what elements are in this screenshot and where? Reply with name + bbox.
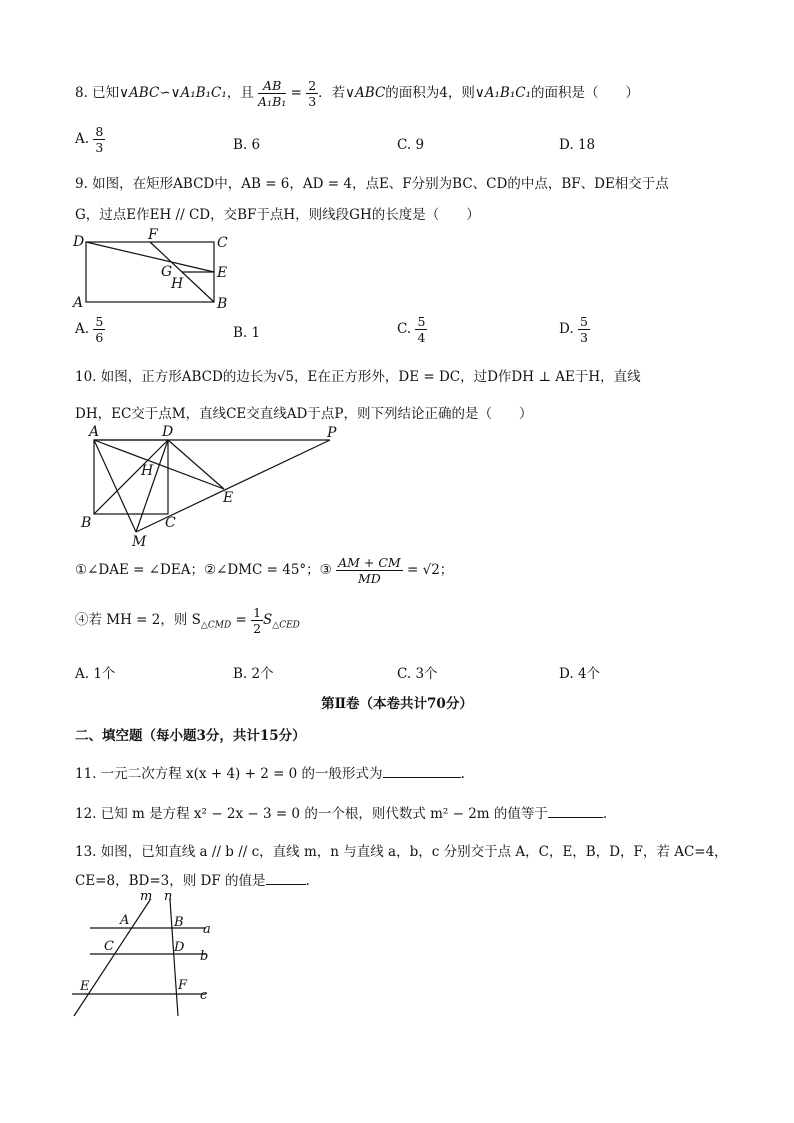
- option-text: 1个: [93, 666, 116, 682]
- q10-line2: DH，EC交于点M，直线CE交直线AD于点P，则下列结论正确的是（ ）: [75, 406, 533, 422]
- option-label: A.: [75, 131, 90, 147]
- conclusion-text: =: [231, 612, 252, 628]
- q11-answer-blank[interactable]: [383, 777, 461, 778]
- q10-square-figure: [78, 424, 343, 549]
- conclusion-text: ①∠DAE = ∠DEA；②∠DMC = 45°；③: [75, 562, 332, 578]
- label-g: G: [161, 264, 173, 280]
- diagonal-db: [94, 440, 168, 514]
- q10-option-d: [559, 662, 600, 682]
- option-fraction: [415, 314, 427, 345]
- q8-value-den: 3: [308, 94, 317, 109]
- frac-num: 5: [417, 314, 426, 329]
- q8-similar-triangles: ∨ABC∽∨A₁B₁C₁: [119, 85, 227, 101]
- q8-triangle-abc: ∨ABC: [345, 85, 386, 101]
- label-e: E: [217, 265, 228, 281]
- q8-triangle-a1b1c1: ∨A₁B₁C₁: [474, 85, 531, 101]
- label-c-line: c: [200, 988, 208, 1003]
- q8-text: ，且: [226, 85, 254, 101]
- section2-title: 二、填空题（每小题3分，共计15分）: [75, 728, 306, 744]
- q12: [75, 802, 607, 822]
- q10-c4-fraction: [251, 605, 263, 636]
- frac-num: 5: [579, 314, 588, 329]
- frac-num: AM + CM: [338, 555, 401, 570]
- q10-option-b: [233, 662, 274, 682]
- q9-rectangle-figure: [70, 228, 240, 313]
- label-c-point: C: [104, 939, 114, 954]
- label-n: n: [164, 889, 173, 904]
- q11-text: 11. 一元二次方程 x(x + 4) + 2 = 0 的一般形式为: [75, 766, 383, 782]
- segment-de: [86, 242, 214, 272]
- segment-de: [168, 440, 224, 489]
- frac-den: 3: [579, 330, 588, 345]
- line-dm: [136, 440, 168, 532]
- q8-prefix: 8. 已知: [75, 85, 120, 101]
- option-fraction: [578, 314, 590, 345]
- frac-num: 8: [95, 124, 104, 139]
- label-b-point: B: [174, 915, 184, 930]
- q8-option-d: [559, 137, 595, 153]
- frac-den: 6: [95, 330, 104, 345]
- label-f: F: [148, 228, 158, 243]
- q8-text: 的面积为4，则: [385, 85, 475, 101]
- option-label: B.: [233, 325, 248, 341]
- q8-stem: [75, 78, 639, 109]
- option-label: B.: [233, 137, 248, 153]
- q11: [75, 762, 465, 782]
- label-a-point: A: [120, 913, 130, 928]
- q12-answer-blank[interactable]: [548, 817, 603, 818]
- label-c: C: [165, 515, 176, 531]
- label-b-line: b: [200, 949, 209, 964]
- q13-answer-blank[interactable]: [266, 884, 306, 885]
- q9-line1: 9. 如图，在矩形ABCD中，AB = 6，AD = 4，点E、F分别为BC、CD的中点，BF、DE相交于点: [75, 176, 669, 192]
- q8-ratio-fraction: [258, 78, 286, 109]
- label-a: A: [73, 295, 84, 311]
- q11-end: .: [460, 766, 465, 782]
- frac-den: 3: [95, 140, 104, 155]
- q10-line1: 10. 如图，正方形ABCD的边长为√5，E在正方形外，DE = DC，过D作DH ⊥ AE于H，直线: [75, 369, 641, 385]
- q12-end: .: [602, 806, 608, 822]
- q8-value-fraction: [306, 78, 318, 109]
- q8-option-c: [397, 137, 424, 153]
- q8-option-a-fraction: [93, 124, 105, 155]
- label-d: D: [73, 234, 85, 250]
- label-e-point: E: [80, 979, 90, 994]
- q13-line1: 13. 如图，已知直线 a // b // c，直线 m，n 与直线 a，b，c 分别交于点 A，C，E，B，D，F，若 AC=4，: [75, 844, 728, 860]
- part2-title: 第Ⅱ卷（本卷共计70分）: [321, 696, 473, 712]
- label-d: D: [162, 424, 174, 440]
- option-label: D.: [559, 321, 574, 337]
- q10-option-c: [397, 662, 438, 682]
- label-b: B: [217, 296, 228, 312]
- conclusion-text: S: [263, 612, 273, 628]
- option-text: 4个: [577, 666, 601, 682]
- label-b: B: [81, 515, 92, 531]
- label-m: m: [140, 889, 153, 904]
- q8-ratio-den: A₁B₁: [258, 94, 287, 109]
- option-label: C.: [397, 666, 412, 682]
- option-text: 3个: [415, 666, 438, 682]
- q13-line2: [75, 869, 310, 889]
- label-h: H: [171, 276, 184, 292]
- label-c: C: [217, 235, 228, 251]
- label-a: A: [89, 424, 100, 440]
- q13-end: .: [305, 873, 310, 889]
- option-label: B.: [233, 666, 248, 682]
- option-fraction: [93, 314, 105, 345]
- option-label: A.: [75, 321, 90, 337]
- option-label: C.: [397, 137, 412, 153]
- option-text: 18: [577, 137, 596, 153]
- option-label: D.: [559, 666, 574, 682]
- label-m: M: [132, 534, 147, 549]
- q8-text: 的面积是（ ）: [531, 85, 639, 101]
- q9-line2: G，过点E作EH // CD，交BF于点H，则线段GH的长度是（ ）: [75, 207, 480, 223]
- option-label: A.: [75, 666, 90, 682]
- line-m: [74, 900, 150, 1016]
- subscript: △CED: [272, 620, 300, 631]
- conclusion-text: ④若 MH = 2，则 S: [75, 612, 201, 628]
- q13-text: CE=8，BD=3，则 DF 的值是: [75, 873, 266, 889]
- frac-den: 2: [253, 621, 262, 636]
- q8-text: ．若: [318, 85, 346, 101]
- q10-c3-fraction: [336, 555, 403, 586]
- q12-text: 12. 已知 m 是方程 x² − 2x − 3 = 0 的一个根，则代数式 m² − 2m 的值等于: [75, 806, 548, 822]
- option-text: 6: [251, 137, 261, 153]
- label-p: P: [327, 425, 337, 441]
- q10-option-a: [75, 662, 115, 682]
- q10-conclusion-4: [75, 605, 300, 636]
- q9-option-c: [397, 314, 427, 345]
- q9-option-d: [559, 314, 590, 345]
- subscript: △CMD: [200, 620, 232, 631]
- conclusion-text: = √2；: [407, 562, 454, 578]
- label-h: H: [141, 463, 154, 479]
- q13-parallel-lines-figure: [66, 888, 226, 1020]
- option-text: 9: [415, 137, 425, 153]
- label-f-point: F: [178, 978, 188, 993]
- q10-conclusions-1-3: [75, 555, 453, 586]
- frac-den: 4: [417, 330, 426, 345]
- option-label: D.: [559, 137, 574, 153]
- q8-equals: =: [290, 85, 302, 101]
- option-text: 1: [251, 325, 261, 341]
- label-d-point: D: [174, 940, 185, 955]
- q8-ratio-num: AB: [258, 78, 286, 94]
- option-label: C.: [397, 321, 412, 337]
- label-e: E: [223, 490, 234, 506]
- option-text: 2个: [251, 666, 274, 682]
- q9-option-b: [233, 325, 260, 341]
- q9-option-a: [75, 314, 105, 345]
- q8-option-a: [75, 124, 105, 155]
- label-a-line: a: [203, 922, 211, 937]
- frac-num: 1: [253, 605, 262, 620]
- frac-den: MD: [357, 571, 381, 586]
- q8-option-b: [233, 137, 260, 153]
- q8-value-num: 2: [308, 78, 317, 93]
- frac-num: 5: [95, 314, 104, 329]
